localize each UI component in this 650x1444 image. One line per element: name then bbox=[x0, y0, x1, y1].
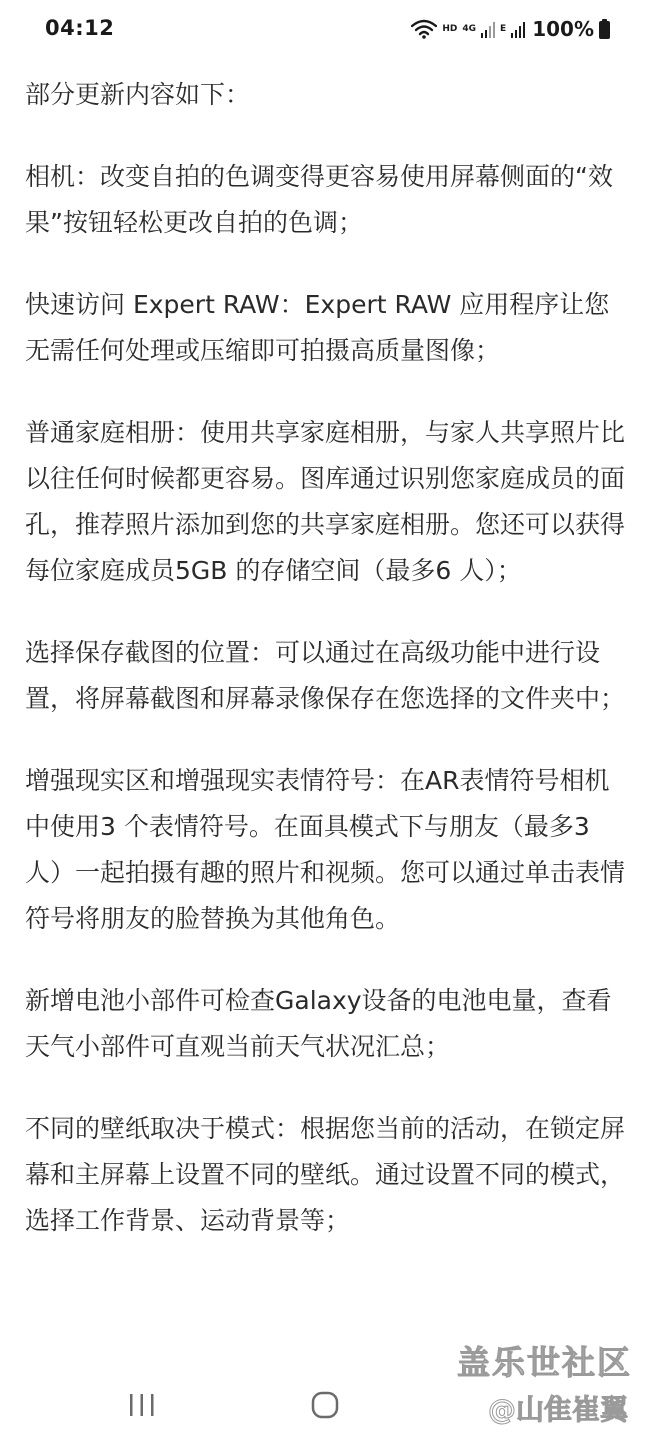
network-4g-label: 4G bbox=[462, 24, 477, 34]
article-paragraph: 新增电池小部件可检查Galaxy设备的电池电量，查看天气小部件可直观当前天气状况汇总； bbox=[25, 986, 612, 1061]
article-paragraph: 选择保存截图的位置：可以通过在高级功能中进行设置，将屏幕截图和屏幕录像保存在您选择的文件夹中； bbox=[25, 638, 626, 713]
signal-icon bbox=[511, 20, 525, 38]
article-paragraph: 快速访问 Expert RAW：Expert RAW 应用程序让您无需任何处理或压缩即可拍摄高质量图像； bbox=[25, 290, 610, 365]
article-paragraph: 相机：改变自拍的色调变得更容易使用屏幕侧面的“效果”按钮轻松更改自拍的色调； bbox=[25, 162, 613, 237]
article-content bbox=[25, 72, 630, 1280]
network-e-label: E bbox=[500, 24, 507, 34]
battery-percentage: 100% bbox=[532, 17, 594, 41]
status-time: 04:12 bbox=[45, 16, 115, 40]
home-icon[interactable] bbox=[310, 1390, 340, 1420]
watermark-community: 盖乐世社区 bbox=[457, 1343, 632, 1382]
hd-label: HD bbox=[442, 24, 458, 34]
article-paragraph: 增强现实区和增强现实表情符号：在AR表情符号相机中使用3 个表情符号。在面具模式下与朋友（最多3 人）一起拍摄有趣的照片和视频。您可以通过单击表情符号将朋友的脸替换为其他角色。 bbox=[25, 766, 626, 933]
status-icons bbox=[411, 14, 610, 44]
watermark-author: @山隹崔翼 bbox=[488, 1393, 629, 1426]
status-bar bbox=[0, 0, 650, 58]
wifi-icon bbox=[411, 19, 437, 39]
article-intro: 部分更新内容如下： bbox=[25, 80, 251, 109]
recents-icon[interactable] bbox=[127, 1392, 157, 1418]
navigation-bar bbox=[0, 1380, 650, 1444]
battery-icon bbox=[599, 19, 610, 39]
signal-icon bbox=[481, 20, 495, 38]
article-paragraph: 不同的壁纸取决于模式：根据您当前的活动，在锁定屏幕和主屏幕上设置不同的壁纸。通过设置不同的模式，选择工作背景、运动背景等； bbox=[25, 1114, 626, 1235]
article-paragraph: 普通家庭相册：使用共享家庭相册，与家人共享照片比以往任何时候都更容易。图库通过识别您家庭成员的面孔，推荐照片添加到您的共享家庭相册。您还可以获得每位家庭成员5GB 的存储空间（最多6 人）； bbox=[25, 418, 626, 585]
